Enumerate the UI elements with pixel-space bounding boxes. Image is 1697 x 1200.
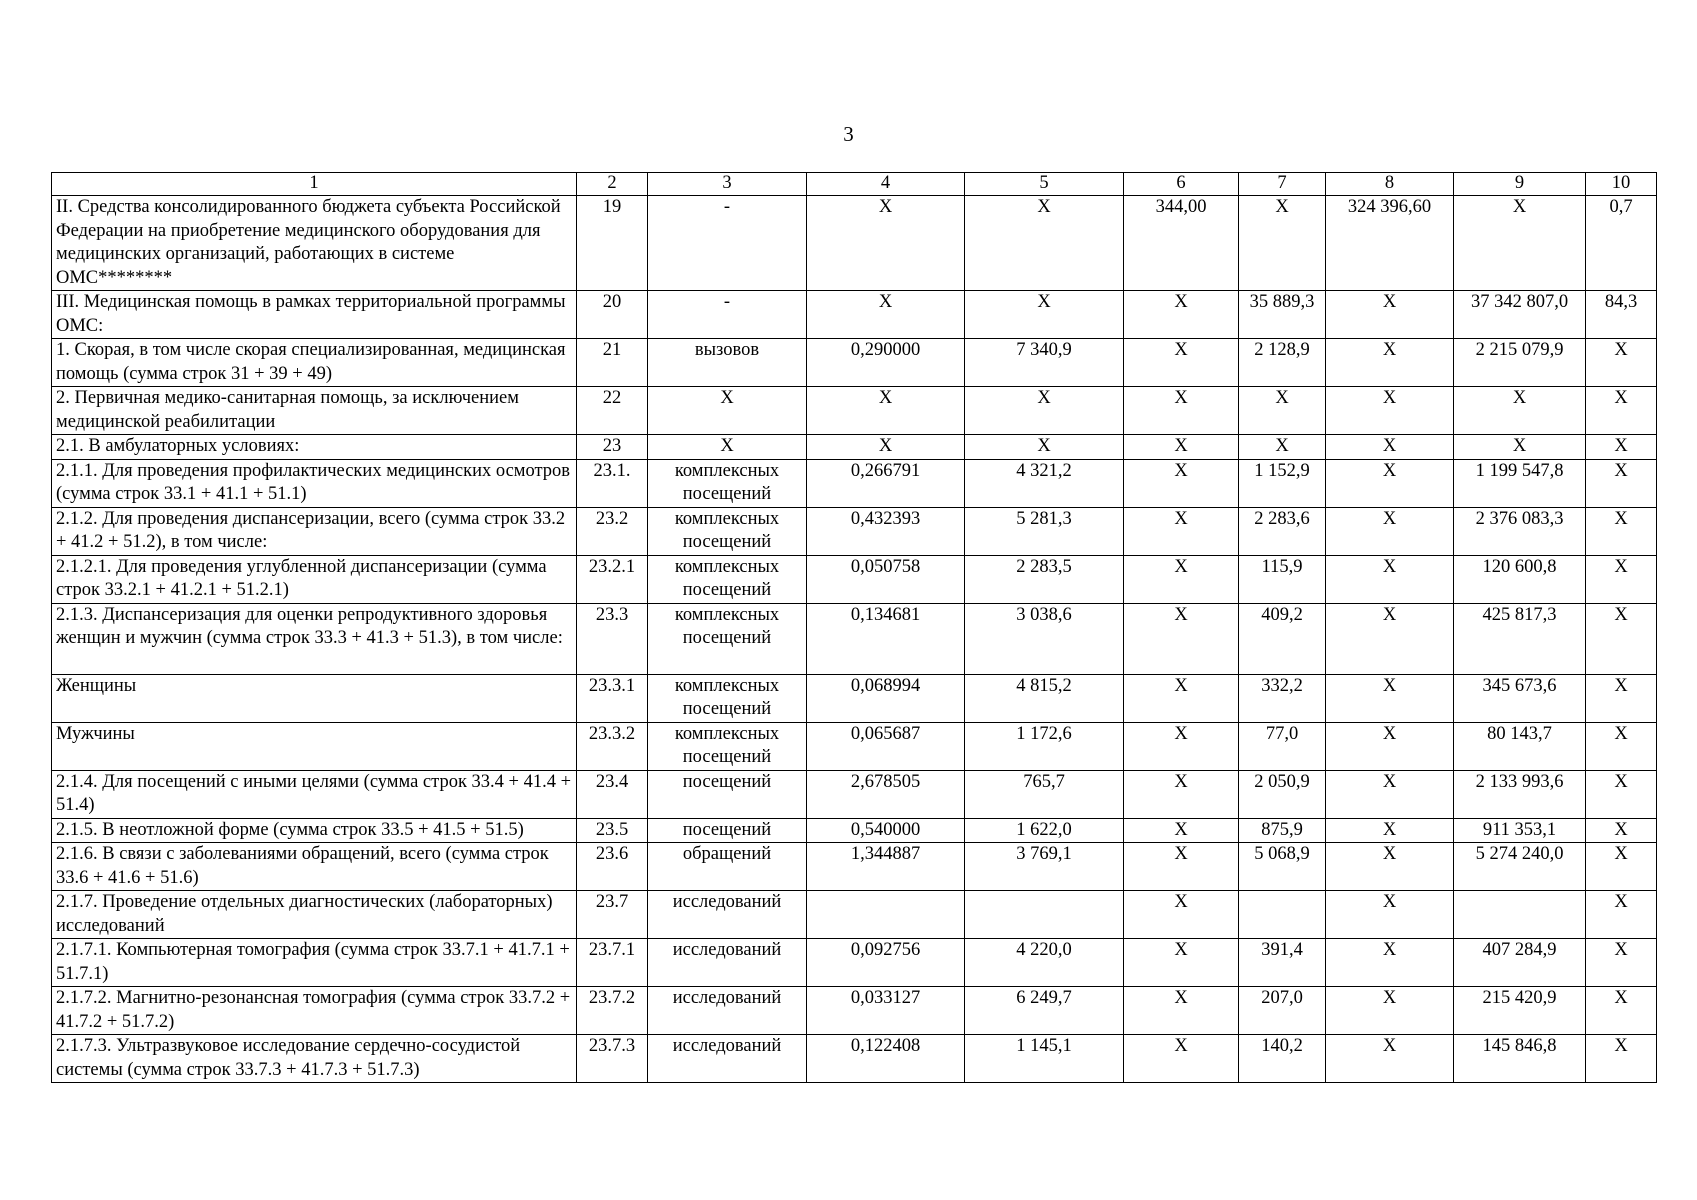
table-row	[52, 459, 1657, 507]
table-row	[52, 987, 1657, 1035]
col-8-cell: X	[1326, 387, 1454, 435]
col-6-cell: X	[1124, 1035, 1239, 1083]
col-8-cell: X	[1326, 987, 1454, 1035]
table-body	[52, 173, 1657, 1083]
norm-cost-cell: X	[965, 291, 1124, 339]
col-9-cell: X	[1454, 196, 1586, 291]
norm-cost-cell: 3 769,1	[965, 843, 1124, 891]
row-name-cell: 1. Скорая, в том числе скорая специализированная, медицинская помощь (сумма строк 31 + 39 + 49)	[52, 339, 577, 387]
row-name-cell: 2.1.1. Для проведения профилактических медицинских осмотров (сумма строк 33.1 + 41.1 + 51.1)	[52, 459, 577, 507]
table-row	[52, 603, 1657, 674]
header-cell: 3	[648, 173, 807, 196]
norm-cost-cell: 6 249,7	[965, 987, 1124, 1035]
header-cell: 5	[965, 173, 1124, 196]
col-10-cell: X	[1586, 939, 1657, 987]
row-name-cell: 2.1.7. Проведение отдельных диагностических (лабораторных) исследований	[52, 891, 577, 939]
unit-cell: исследований	[648, 1035, 807, 1083]
col-9-cell: X	[1454, 435, 1586, 460]
col-9-cell: 120 600,8	[1454, 555, 1586, 603]
table-row	[52, 196, 1657, 291]
col-10-cell: X	[1586, 339, 1657, 387]
row-name-cell: 2.1. В амбулаторных условиях:	[52, 435, 577, 460]
unit-cell: комплексных посещений	[648, 603, 807, 674]
table-row	[52, 674, 1657, 722]
col-8-cell: X	[1326, 339, 1454, 387]
col-7-cell: 409,2	[1239, 603, 1326, 674]
col-8-cell: X	[1326, 459, 1454, 507]
norm-cost-cell: 2 283,5	[965, 555, 1124, 603]
col-9-cell: 2 376 083,3	[1454, 507, 1586, 555]
col-6-cell: X	[1124, 387, 1239, 435]
col-8-cell: X	[1326, 435, 1454, 460]
norm-volume-cell: 0,033127	[807, 987, 965, 1035]
row-code-cell: 23.6	[577, 843, 648, 891]
row-name-cell: 2.1.7.2. Магнитно-резонансная томография (сумма строк 33.7.2 + 41.7.2 + 51.7.2)	[52, 987, 577, 1035]
row-code-cell: 23.7.1	[577, 939, 648, 987]
col-8-cell: X	[1326, 291, 1454, 339]
col-9-cell: X	[1454, 387, 1586, 435]
norm-cost-cell: 4 815,2	[965, 674, 1124, 722]
data-table	[51, 172, 1657, 1083]
col-8-cell: X	[1326, 939, 1454, 987]
col-8-cell: X	[1326, 843, 1454, 891]
row-code-cell: 22	[577, 387, 648, 435]
col-6-cell: X	[1124, 843, 1239, 891]
col-7-cell: 115,9	[1239, 555, 1326, 603]
col-9-cell: 425 817,3	[1454, 603, 1586, 674]
header-cell: 1	[52, 173, 577, 196]
norm-cost-cell: 4 321,2	[965, 459, 1124, 507]
row-code-cell: 23.5	[577, 818, 648, 843]
norm-cost-cell: X	[965, 196, 1124, 291]
row-name-cell: 2. Первичная медико-санитарная помощь, за исключением медицинской реабилитации	[52, 387, 577, 435]
table-row	[52, 555, 1657, 603]
col-6-cell: X	[1124, 939, 1239, 987]
col-6-cell: 344,00	[1124, 196, 1239, 291]
norm-volume-cell: 0,432393	[807, 507, 965, 555]
row-code-cell: 19	[577, 196, 648, 291]
unit-cell: -	[648, 196, 807, 291]
col-8-cell: X	[1326, 770, 1454, 818]
col-7-cell: X	[1239, 387, 1326, 435]
header-cell: 9	[1454, 173, 1586, 196]
row-name-cell: Женщины	[52, 674, 577, 722]
col-10-cell: X	[1586, 507, 1657, 555]
col-7-cell: 35 889,3	[1239, 291, 1326, 339]
row-code-cell: 21	[577, 339, 648, 387]
row-code-cell: 23.1.	[577, 459, 648, 507]
unit-cell: посещений	[648, 770, 807, 818]
norm-volume-cell: 0,540000	[807, 818, 965, 843]
col-6-cell: X	[1124, 339, 1239, 387]
col-9-cell: 911 353,1	[1454, 818, 1586, 843]
table-row	[52, 339, 1657, 387]
col-7-cell: 2 128,9	[1239, 339, 1326, 387]
col-6-cell: X	[1124, 722, 1239, 770]
unit-cell: посещений	[648, 818, 807, 843]
col-8-cell: X	[1326, 555, 1454, 603]
header-cell: 2	[577, 173, 648, 196]
col-8-cell: X	[1326, 1035, 1454, 1083]
col-8-cell: X	[1326, 722, 1454, 770]
col-10-cell: X	[1586, 459, 1657, 507]
table-row	[52, 818, 1657, 843]
col-7-cell: 1 152,9	[1239, 459, 1326, 507]
col-6-cell: X	[1124, 674, 1239, 722]
col-6-cell: X	[1124, 891, 1239, 939]
col-9-cell: 37 342 807,0	[1454, 291, 1586, 339]
col-9-cell: 215 420,9	[1454, 987, 1586, 1035]
unit-cell: -	[648, 291, 807, 339]
norm-volume-cell: 0,134681	[807, 603, 965, 674]
col-9-cell	[1454, 891, 1586, 939]
col-8-cell: X	[1326, 674, 1454, 722]
col-8-cell: X	[1326, 507, 1454, 555]
norm-volume-cell: X	[807, 387, 965, 435]
norm-cost-cell: 1 145,1	[965, 1035, 1124, 1083]
norm-cost-cell: 3 038,6	[965, 603, 1124, 674]
col-6-cell: X	[1124, 770, 1239, 818]
col-7-cell: 207,0	[1239, 987, 1326, 1035]
norm-cost-cell: 765,7	[965, 770, 1124, 818]
col-10-cell: X	[1586, 818, 1657, 843]
col-7-cell: X	[1239, 435, 1326, 460]
row-code-cell: 23.3.2	[577, 722, 648, 770]
unit-cell: комплексных посещений	[648, 459, 807, 507]
row-code-cell: 23.2.1	[577, 555, 648, 603]
table-row	[52, 1035, 1657, 1083]
row-code-cell: 23.4	[577, 770, 648, 818]
col-7-cell: 2 283,6	[1239, 507, 1326, 555]
row-name-cell: 2.1.6. В связи с заболеваниями обращений, всего (сумма строк 33.6 + 41.6 + 51.6)	[52, 843, 577, 891]
row-name-cell: Мужчины	[52, 722, 577, 770]
col-7-cell: 5 068,9	[1239, 843, 1326, 891]
header-cell: 4	[807, 173, 965, 196]
col-7-cell: 140,2	[1239, 1035, 1326, 1083]
col-9-cell: 145 846,8	[1454, 1035, 1586, 1083]
norm-volume-cell: 0,290000	[807, 339, 965, 387]
row-name-cell: 2.1.2.1. Для проведения углубленной диспансеризации (сумма строк 33.2.1 + 41.2.1 + 51.2.1)	[52, 555, 577, 603]
col-9-cell: 2 133 993,6	[1454, 770, 1586, 818]
unit-cell: комплексных посещений	[648, 722, 807, 770]
col-8-cell: X	[1326, 891, 1454, 939]
header-cell: 8	[1326, 173, 1454, 196]
unit-cell: X	[648, 435, 807, 460]
row-code-cell: 23.3	[577, 603, 648, 674]
norm-cost-cell: X	[965, 435, 1124, 460]
col-6-cell: X	[1124, 507, 1239, 555]
col-6-cell: X	[1124, 459, 1239, 507]
unit-cell: комплексных посещений	[648, 555, 807, 603]
norm-volume-cell: 0,122408	[807, 1035, 965, 1083]
col-9-cell: 5 274 240,0	[1454, 843, 1586, 891]
norm-volume-cell: 0,068994	[807, 674, 965, 722]
col-8-cell: X	[1326, 603, 1454, 674]
norm-cost-cell: 5 281,3	[965, 507, 1124, 555]
norm-cost-cell: 1 622,0	[965, 818, 1124, 843]
col-10-cell: X	[1586, 891, 1657, 939]
table-row	[52, 939, 1657, 987]
norm-cost-cell: 4 220,0	[965, 939, 1124, 987]
table-row	[52, 843, 1657, 891]
unit-cell: исследований	[648, 939, 807, 987]
header-cell: 7	[1239, 173, 1326, 196]
col-6-cell: X	[1124, 291, 1239, 339]
table-row	[52, 507, 1657, 555]
row-code-cell: 23.2	[577, 507, 648, 555]
col-7-cell: 2 050,9	[1239, 770, 1326, 818]
col-8-cell: 324 396,60	[1326, 196, 1454, 291]
page-number: 3	[843, 122, 854, 146]
header-cell: 10	[1586, 173, 1657, 196]
norm-cost-cell	[965, 891, 1124, 939]
col-7-cell: 77,0	[1239, 722, 1326, 770]
row-code-cell: 20	[577, 291, 648, 339]
col-10-cell: X	[1586, 722, 1657, 770]
row-code-cell: 23.7.3	[577, 1035, 648, 1083]
norm-volume-cell: X	[807, 291, 965, 339]
col-10-cell: X	[1586, 1035, 1657, 1083]
row-name-cell: 2.1.7.1. Компьютерная томография (сумма строк 33.7.1 + 41.7.1 + 51.7.1)	[52, 939, 577, 987]
norm-volume-cell: 0,266791	[807, 459, 965, 507]
col-6-cell: X	[1124, 987, 1239, 1035]
unit-cell: исследований	[648, 891, 807, 939]
norm-cost-cell: 1 172,6	[965, 722, 1124, 770]
col-10-cell: X	[1586, 555, 1657, 603]
col-10-cell: 0,7	[1586, 196, 1657, 291]
norm-volume-cell: X	[807, 435, 965, 460]
norm-volume-cell	[807, 891, 965, 939]
col-6-cell: X	[1124, 603, 1239, 674]
col-6-cell: X	[1124, 435, 1239, 460]
col-7-cell	[1239, 891, 1326, 939]
col-9-cell: 2 215 079,9	[1454, 339, 1586, 387]
col-10-cell: X	[1586, 435, 1657, 460]
norm-volume-cell: 0,065687	[807, 722, 965, 770]
table-row	[52, 291, 1657, 339]
col-8-cell: X	[1326, 818, 1454, 843]
col-7-cell: 391,4	[1239, 939, 1326, 987]
col-7-cell: X	[1239, 196, 1326, 291]
unit-cell: вызовов	[648, 339, 807, 387]
table-row	[52, 891, 1657, 939]
col-7-cell: 332,2	[1239, 674, 1326, 722]
norm-cost-cell: X	[965, 387, 1124, 435]
col-9-cell: 80 143,7	[1454, 722, 1586, 770]
row-name-cell: 2.1.5. В неотложной форме (сумма строк 33.5 + 41.5 + 51.5)	[52, 818, 577, 843]
col-10-cell: X	[1586, 843, 1657, 891]
norm-volume-cell: 0,092756	[807, 939, 965, 987]
col-10-cell: X	[1586, 387, 1657, 435]
norm-volume-cell: 1,344887	[807, 843, 965, 891]
unit-cell: комплексных посещений	[648, 507, 807, 555]
row-code-cell: 23.3.1	[577, 674, 648, 722]
norm-volume-cell: X	[807, 196, 965, 291]
row-name-cell: 2.1.4. Для посещений с иными целями (сумма строк 33.4 + 41.4 + 51.4)	[52, 770, 577, 818]
col-10-cell: X	[1586, 603, 1657, 674]
col-9-cell: 407 284,9	[1454, 939, 1586, 987]
table-row	[52, 435, 1657, 460]
unit-cell: комплексных посещений	[648, 674, 807, 722]
row-name-cell: 2.1.7.3. Ультразвуковое исследование сердечно-сосудистой системы (сумма строк 33.7.3 + 41.7.3 + 51.7.3)	[52, 1035, 577, 1083]
norm-volume-cell: 0,050758	[807, 555, 965, 603]
row-code-cell: 23.7	[577, 891, 648, 939]
table-row	[52, 722, 1657, 770]
norm-volume-cell: 2,678505	[807, 770, 965, 818]
table-row	[52, 770, 1657, 818]
unit-cell: X	[648, 387, 807, 435]
col-10-cell: X	[1586, 987, 1657, 1035]
row-name-cell: 2.1.3. Диспансеризация для оценки репродуктивного здоровья женщин и мужчин (сумма строк 33.3 + 41.3 + 51.3), в том числе:	[52, 603, 577, 674]
header-cell: 6	[1124, 173, 1239, 196]
col-9-cell: 1 199 547,8	[1454, 459, 1586, 507]
col-9-cell: 345 673,6	[1454, 674, 1586, 722]
row-name-cell: III. Медицинская помощь в рамках территориальной программы ОМС:	[52, 291, 577, 339]
col-10-cell: X	[1586, 674, 1657, 722]
unit-cell: исследований	[648, 987, 807, 1035]
col-10-cell: X	[1586, 770, 1657, 818]
col-6-cell: X	[1124, 555, 1239, 603]
header-row	[52, 173, 1657, 196]
col-6-cell: X	[1124, 818, 1239, 843]
col-10-cell: 84,3	[1586, 291, 1657, 339]
col-7-cell: 875,9	[1239, 818, 1326, 843]
row-name-cell: II. Средства консолидированного бюджета субъекта Российской Федерации на приобретение медицинского оборудования для медицинских организаций, работающих в системе ОМС********	[52, 196, 577, 291]
row-code-cell: 23	[577, 435, 648, 460]
norm-cost-cell: 7 340,9	[965, 339, 1124, 387]
unit-cell: обращений	[648, 843, 807, 891]
row-name-cell: 2.1.2. Для проведения диспансеризации, всего (сумма строк 33.2 + 41.2 + 51.2), в том числе:	[52, 507, 577, 555]
row-code-cell: 23.7.2	[577, 987, 648, 1035]
table-row	[52, 387, 1657, 435]
